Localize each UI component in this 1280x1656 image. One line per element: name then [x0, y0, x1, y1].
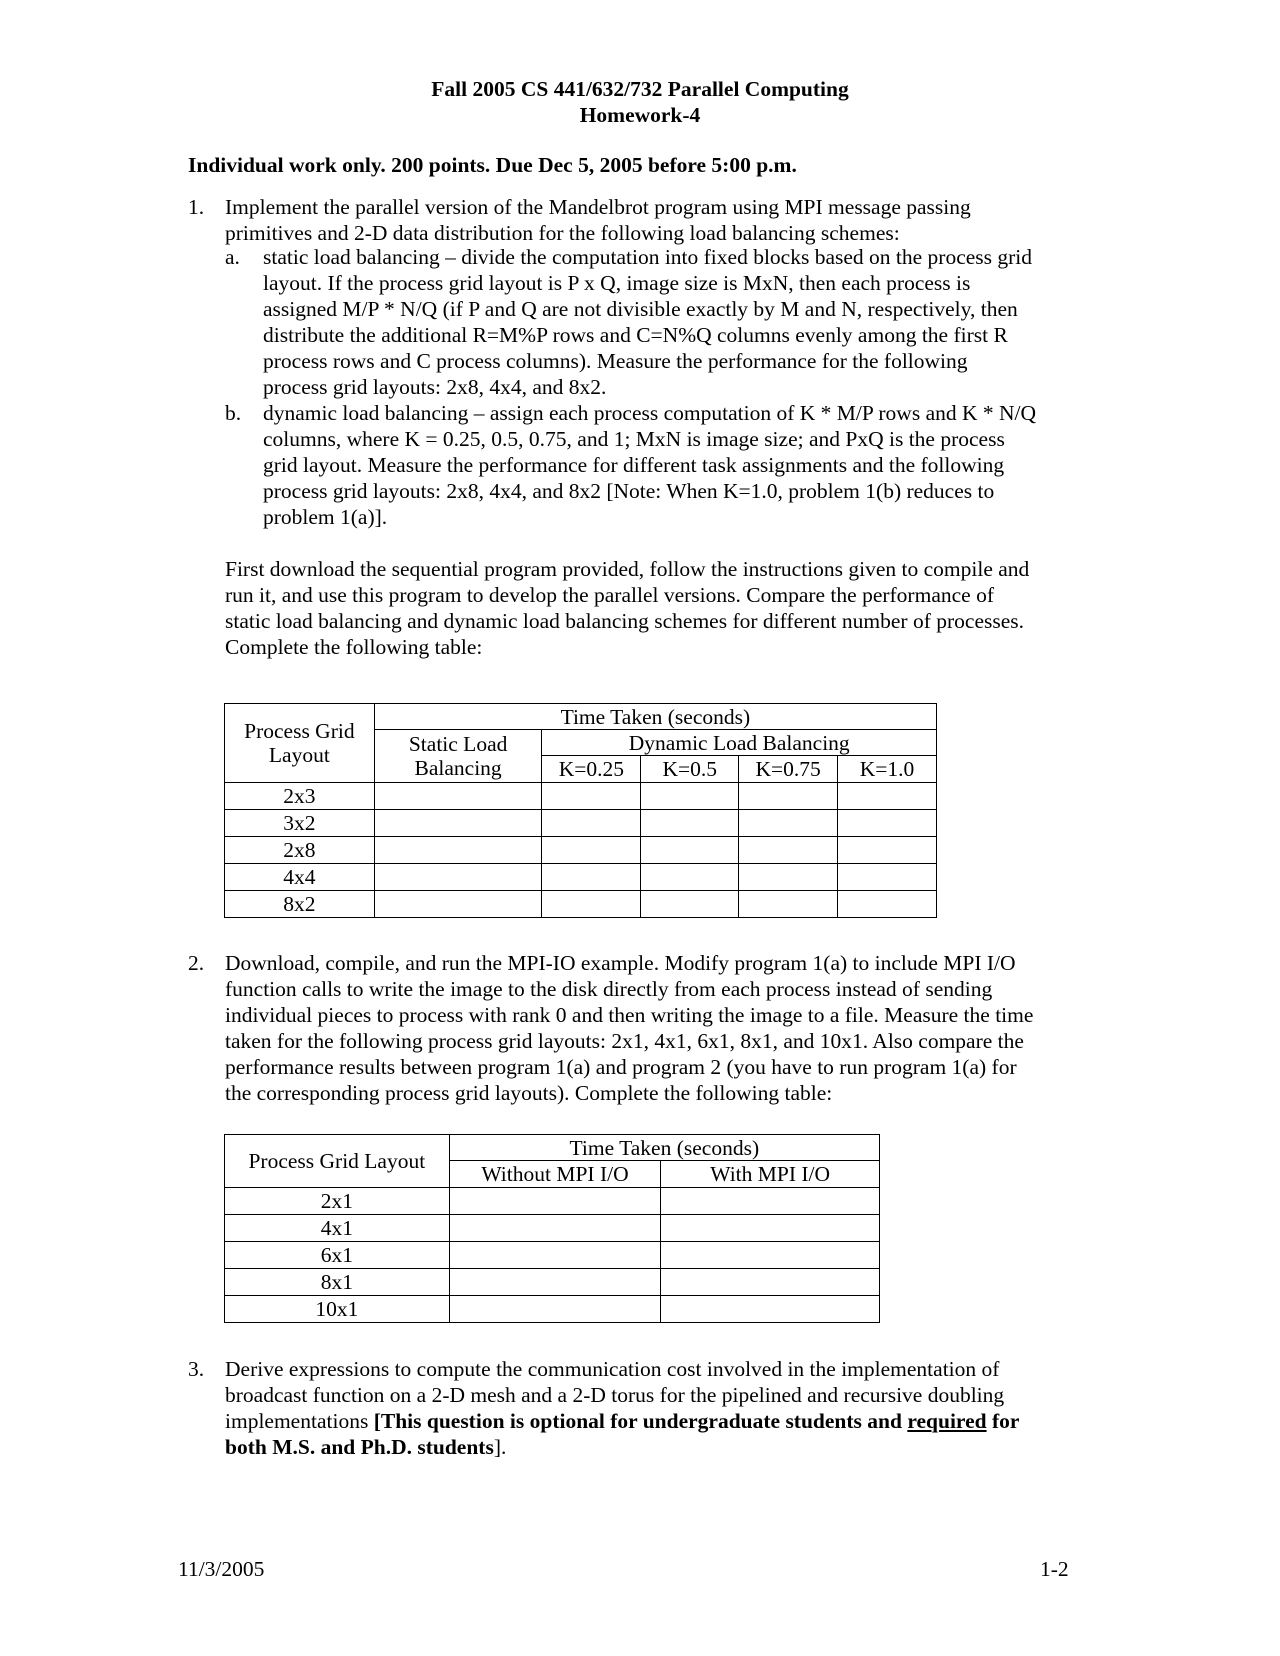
row-label: 2x3	[225, 783, 375, 810]
intro-line: Individual work only. 200 points. Due Dec 5, 2005 before 5:00 p.m.	[188, 153, 797, 177]
row-label: 2x1	[225, 1188, 450, 1215]
empty-cell	[739, 837, 838, 864]
empty-cell	[641, 891, 739, 918]
table-row	[225, 891, 937, 918]
document-subtitle: Homework-4	[579, 103, 701, 127]
text-line: grid layout. Measure the performance for different task assignments and the following	[263, 453, 1005, 477]
table-row	[225, 1242, 880, 1269]
text-line: function calls to write the image to the disk directly from each process instead of sending	[225, 977, 993, 1001]
text-line: Complete the following table:	[225, 635, 483, 659]
text-line: run it, and use this program to develop the parallel versions. Compare the performance of	[225, 583, 994, 607]
empty-cell	[641, 837, 739, 864]
table-row	[225, 1269, 880, 1296]
sub-label: a.	[225, 245, 240, 269]
text-line: process rows and C process columns). Measure the performance for the following	[263, 349, 968, 373]
row-label: 2x8	[225, 837, 375, 864]
empty-cell	[641, 864, 739, 891]
empty-cell	[449, 1215, 661, 1242]
text-line: static load balancing – divide the computation into fixed blocks based on the process grid	[263, 245, 1033, 269]
text-line: layout. If the process grid layout is P x Q, image size is MxN, then each process is	[263, 271, 971, 295]
empty-cell	[838, 810, 937, 837]
header-time-taken: Time Taken (seconds)	[449, 1135, 879, 1161]
table-mpi-io	[224, 1134, 880, 1323]
table-row	[225, 1215, 880, 1242]
empty-cell	[374, 783, 542, 810]
empty-cell	[641, 810, 739, 837]
row-label: 3x2	[225, 810, 375, 837]
header-process-grid-layout: Process Grid Layout	[225, 1135, 450, 1188]
empty-cell	[449, 1269, 661, 1296]
text-line: problem 1(a)].	[263, 505, 388, 529]
table-load-balancing	[224, 703, 937, 918]
text-line: both M.S. and Ph.D. students].	[225, 1435, 507, 1459]
question-1a-text	[263, 244, 1095, 400]
row-label: 4x4	[225, 864, 375, 891]
empty-cell	[374, 891, 542, 918]
text-line: Download, compile, and run the MPI-IO example. Modify program 1(a) to include MPI I/O	[225, 951, 1016, 975]
question-1-paragraph	[225, 556, 1095, 660]
row-label: 4x1	[225, 1215, 450, 1242]
empty-cell	[661, 1296, 880, 1323]
header-process-grid-layout: Process Grid Layout	[225, 704, 375, 783]
empty-cell	[374, 864, 542, 891]
empty-cell	[449, 1296, 661, 1323]
empty-cell	[542, 810, 641, 837]
empty-cell	[661, 1215, 880, 1242]
header-with-mpi-io: With MPI I/O	[661, 1161, 880, 1188]
text-line: primitives and 2-D data distribution for the following load balancing schemes:	[225, 221, 900, 245]
empty-cell	[838, 891, 937, 918]
empty-cell	[542, 837, 641, 864]
empty-cell	[661, 1242, 880, 1269]
empty-cell	[838, 864, 937, 891]
header-static-load: Static Load Balancing	[374, 730, 542, 783]
empty-cell	[739, 891, 838, 918]
empty-cell	[838, 783, 937, 810]
text-line: process grid layouts: 2x8, 4x4, and 8x2.	[263, 375, 607, 399]
text-line: static load balancing and dynamic load balancing schemes for different number of processes.	[225, 609, 1025, 633]
text-line: individual pieces to process with rank 0 and then writing the image to a file. Measure the time	[225, 1003, 1034, 1027]
text-line: First download the sequential program provided, follow the instructions given to compile and	[225, 557, 1030, 581]
text-line: columns, where K = 0.25, 0.5, 0.75, and 1; MxN is image size; and PxQ is the process	[263, 427, 1005, 451]
header-k-value: K=0.5	[641, 756, 739, 783]
sub-label: b.	[225, 401, 242, 425]
empty-cell	[739, 864, 838, 891]
empty-cell	[449, 1188, 661, 1215]
question-2-text	[225, 950, 1095, 1106]
empty-cell	[641, 783, 739, 810]
text-line: process grid layouts: 2x8, 4x4, and 8x2 [Note: When K=1.0, problem 1(b) reduces to	[263, 479, 995, 503]
header-dynamic-load: Dynamic Load Balancing	[542, 730, 937, 756]
empty-cell	[838, 837, 937, 864]
footer-page-number: 1-2	[1040, 1557, 1069, 1581]
text-line: implementations [This question is optional for undergraduate students and required for	[225, 1409, 1020, 1433]
question-1-text	[225, 194, 1095, 246]
text-line: broadcast function on a 2-D mesh and a 2-D torus for the pipelined and recursive doubling	[225, 1383, 1005, 1407]
empty-cell	[739, 810, 838, 837]
empty-cell	[661, 1269, 880, 1296]
header-k-value: K=0.75	[739, 756, 838, 783]
header-k-value: K=1.0	[838, 756, 937, 783]
text-line: distribute the additional R=M%P rows and C=N%Q columns evenly among the first R	[263, 323, 1008, 347]
empty-cell	[542, 783, 641, 810]
required-emphasis: required	[907, 1409, 987, 1433]
text-line: assigned M/P * N/Q (if P and Q are not divisible exactly by M and N, respectively, then	[263, 297, 1018, 321]
document-title: Fall 2005 CS 441/632/732 Parallel Computing	[431, 77, 849, 101]
question-3-text	[225, 1356, 1095, 1460]
question-number: 3.	[188, 1357, 205, 1381]
table-row	[225, 837, 937, 864]
empty-cell	[449, 1242, 661, 1269]
header-without-mpi-io: Without MPI I/O	[449, 1161, 661, 1188]
text-line: the corresponding process grid layouts). Complete the following table:	[225, 1081, 833, 1105]
row-label: 10x1	[225, 1296, 450, 1323]
empty-cell	[542, 864, 641, 891]
table-row	[225, 1296, 880, 1323]
footer-date: 11/3/2005	[178, 1557, 265, 1581]
question-number: 2.	[188, 951, 205, 975]
table-row	[225, 783, 937, 810]
question-1b-text	[263, 400, 1095, 530]
row-label: 8x1	[225, 1269, 450, 1296]
header-k-value: K=0.25	[542, 756, 641, 783]
table-row	[225, 810, 937, 837]
empty-cell	[374, 810, 542, 837]
text-line: taken for the following process grid layouts: 2x1, 4x1, 6x1, 8x1, and 10x1. Also compare the	[225, 1029, 1024, 1053]
table-row	[225, 864, 937, 891]
empty-cell	[374, 837, 542, 864]
question-number: 1.	[188, 195, 205, 219]
empty-cell	[661, 1188, 880, 1215]
text-line: Derive expressions to compute the communication cost involved in the implementation of	[225, 1357, 1000, 1381]
row-label: 6x1	[225, 1242, 450, 1269]
header-time-taken: Time Taken (seconds)	[374, 704, 936, 730]
text-line: performance results between program 1(a) and program 2 (you have to run program 1(a) for	[225, 1055, 1017, 1079]
empty-cell	[739, 783, 838, 810]
text-line: Implement the parallel version of the Mandelbrot program using MPI message passing	[225, 195, 971, 219]
text-line: dynamic load balancing – assign each process computation of K * M/P rows and K * N/Q	[263, 401, 1037, 425]
empty-cell	[542, 891, 641, 918]
table-row	[225, 1188, 880, 1215]
row-label: 8x2	[225, 891, 375, 918]
